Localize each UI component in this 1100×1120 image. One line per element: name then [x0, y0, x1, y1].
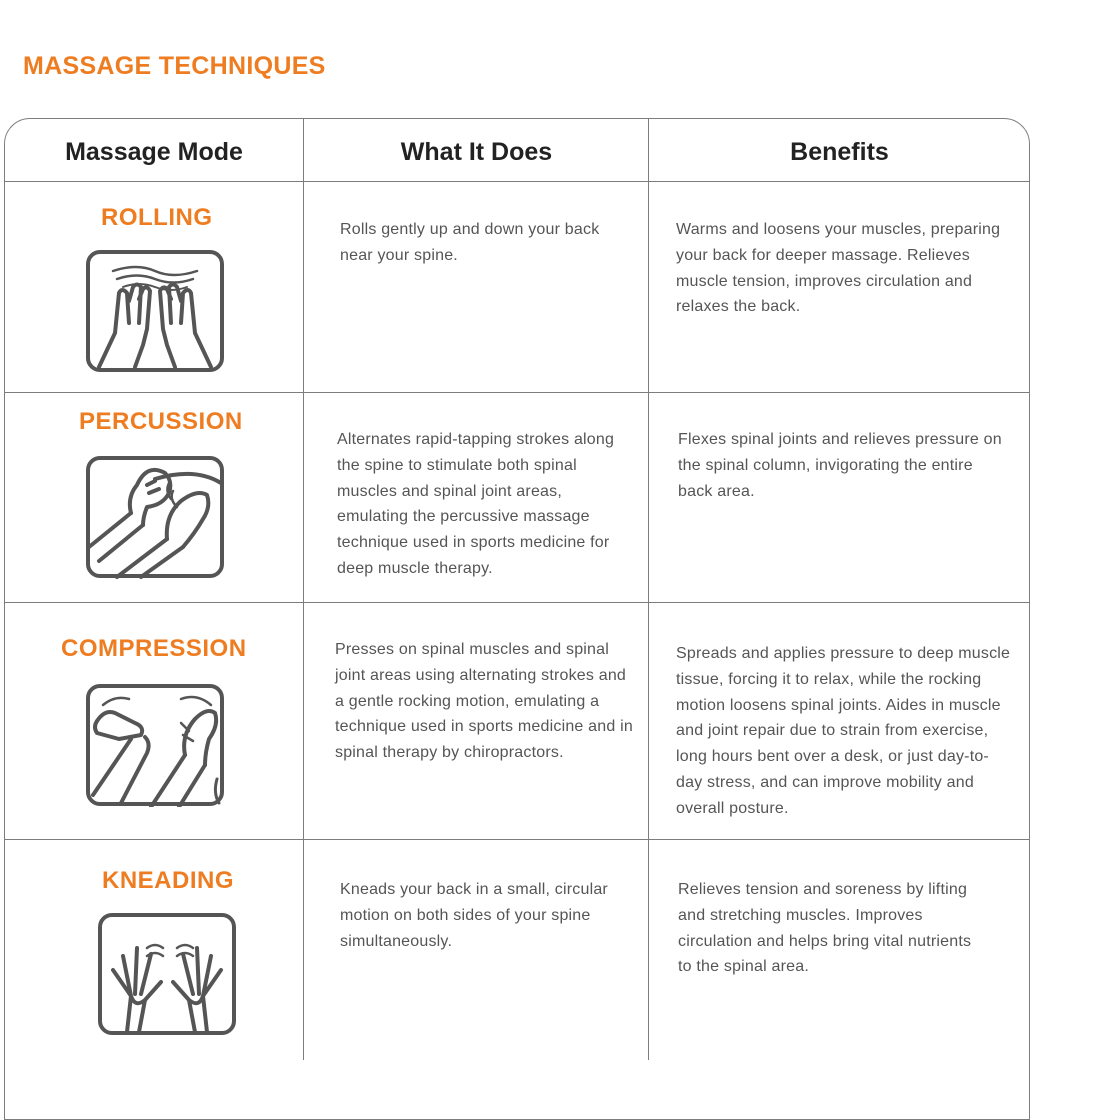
benefits-text: Warms and loosens your muscles, preparing your back for deeper massage. Relieves muscle tension, improves circulation and relaxes the back. [676, 221, 1001, 316]
page-title: MASSAGE TECHNIQUES [23, 52, 326, 80]
row-divider [4, 392, 1030, 393]
mode-name: COMPRESSION [61, 635, 247, 662]
what-it-does-text: Kneads your back in a small, circular motion on both sides of your spine simultaneously. [340, 881, 608, 950]
row-divider [4, 602, 1030, 603]
rolling-hands-icon [85, 249, 225, 373]
header-divider [4, 181, 1030, 182]
techniques-table [4, 118, 1030, 1060]
row-divider [4, 839, 1030, 840]
kneading-hands-icon [97, 912, 237, 1036]
percussion-hands-icon [85, 455, 225, 579]
column-divider [648, 118, 649, 1060]
benefits-text: Spreads and applies pressure to deep muscle tissue, forcing it to relax, while the rocking motion loosens spinal joints. Aides in muscle and joint repair due to strain from exercise, long hours bent over a desk, or just day-to-day stress, and can improve mobility and overall posture. [676, 645, 1011, 817]
what-it-does-text: Presses on spinal muscles and spinal joint areas using alternating strokes and a gentle rocking motion, emulating a technique used in sports medicine and in spinal therapy by chiropractors. [335, 641, 633, 762]
what-it-does-text: Rolls gently up and down your back near your spine. [340, 221, 600, 264]
what-it-does-text: Alternates rapid-tapping strokes along the spine to stimulate both spinal muscles and spinal joint areas, emulating the percussive massage technique used in sports medicine for deep muscle therapy. [337, 431, 615, 577]
compression-hands-icon [85, 683, 225, 807]
header-benefits: Benefits [790, 138, 889, 166]
column-divider [303, 118, 304, 1060]
benefits-text: Flexes spinal joints and relieves pressure on the spinal column, invigorating the entire back area. [678, 431, 1002, 500]
benefits-text: Relieves tension and soreness by lifting and stretching muscles. Improves circulation and helps bring vital nutrients to the spinal area. [678, 881, 972, 976]
mode-name: ROLLING [101, 204, 213, 231]
mode-name: PERCUSSION [79, 408, 243, 435]
mode-name: KNEADING [102, 867, 235, 894]
header-massage-mode: Massage Mode [65, 138, 243, 166]
header-what-it-does: What It Does [400, 138, 553, 166]
